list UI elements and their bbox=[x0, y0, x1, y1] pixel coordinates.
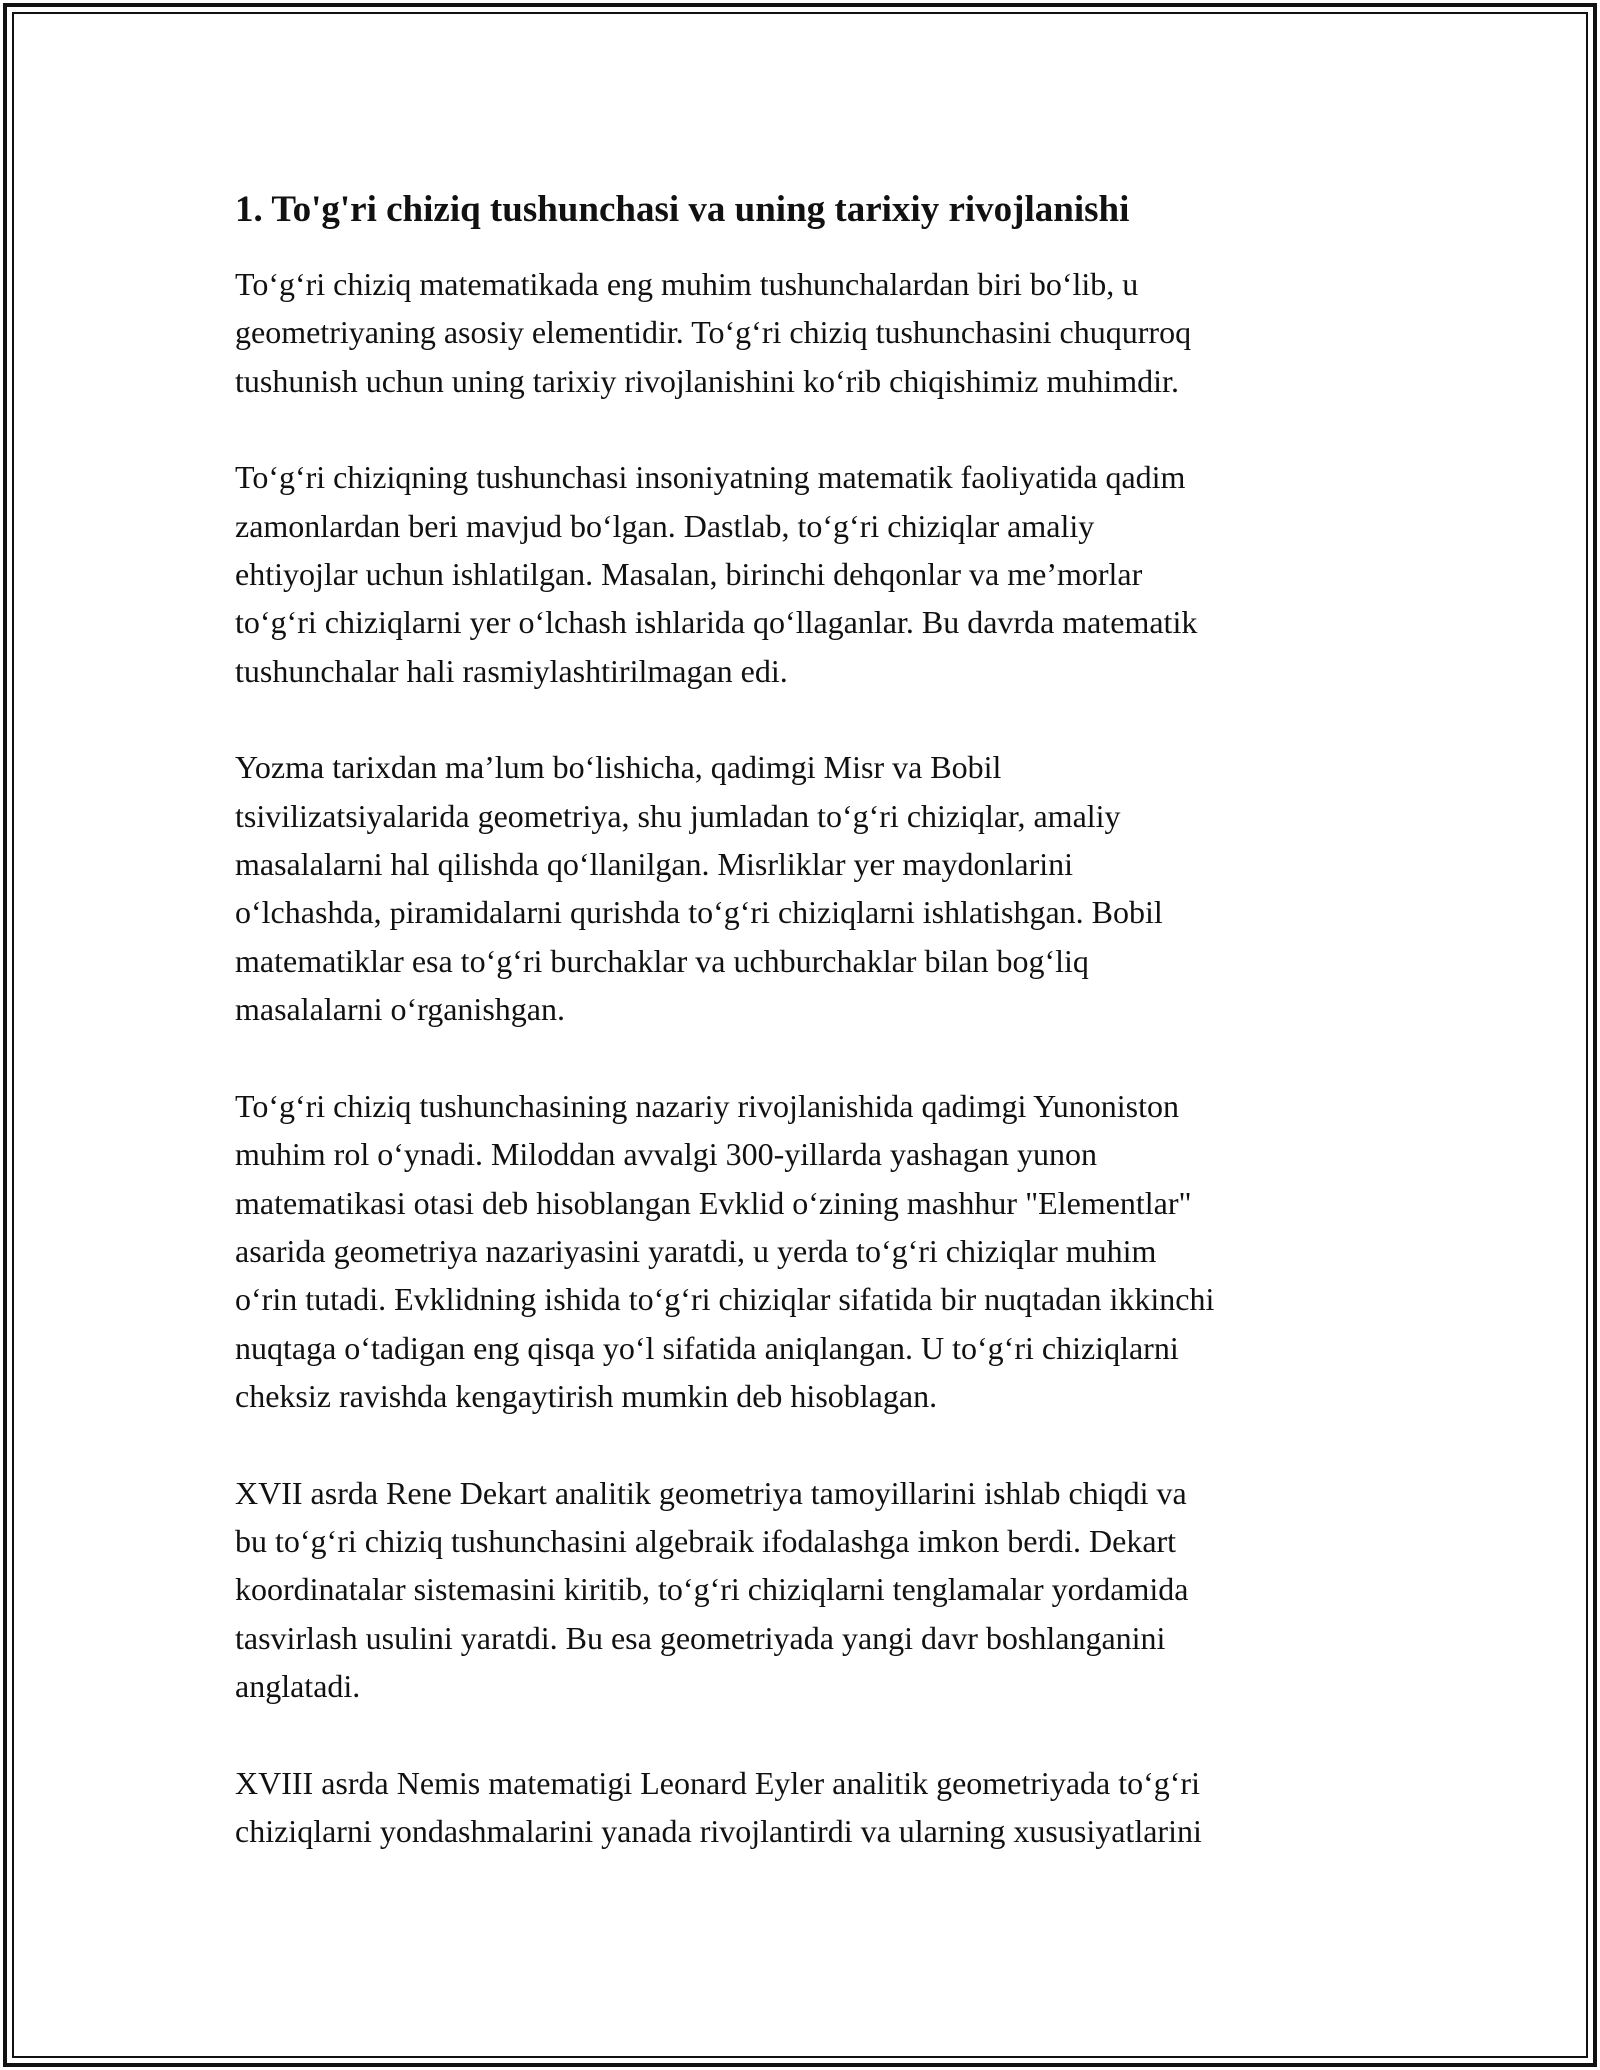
text-line: tasvirlash usulini yaratdi. Bu esa geometriyada yangi davr boshlanganini bbox=[235, 1619, 1166, 1656]
paragraph-3 bbox=[235, 743, 1385, 1033]
text-line: masalalarni hal qilishda qo‘llanilgan. Misrliklar yer maydonlarini bbox=[235, 846, 1073, 883]
text-line: Yozma tarixdan ma’lum bo‘lishicha, qadimgi Misr va Bobil bbox=[235, 749, 1002, 786]
text-line: zamonlardan beri mavjud bo‘lgan. Dastlab, to‘g‘ri chiziqlar amaliy bbox=[235, 507, 1095, 544]
text-line: to‘g‘ri chiziqlarni yer o‘lchash ishlarida qo‘llaganlar. Bu davrda matematik bbox=[235, 604, 1198, 641]
text-line: matematiklar esa to‘g‘ri burchaklar va uchburchaklar bilan bog‘liq bbox=[235, 942, 1089, 979]
text-line: To‘g‘ri chiziq matematikada eng muhim tushunchalardan biri bo‘lib, u bbox=[235, 266, 1139, 302]
text-line: nuqtaga o‘tadigan eng qisqa yo‘l sifatida aniqlangan. U to‘g‘ri chiziqlarni bbox=[235, 1329, 1179, 1366]
text-line: anglatadi. bbox=[235, 1668, 361, 1705]
text-line: asarida geometriya nazariyasini yaratdi, u yerda to‘g‘ri chiziqlar muhim bbox=[235, 1232, 1157, 1269]
text-line: tushunchalar hali rasmiylashtirilmagan edi. bbox=[235, 652, 788, 689]
text-line: XVII asrda Rene Dekart analitik geometriya tamoyillarini ishlab chiqdi va bbox=[235, 1474, 1187, 1511]
text-line: To‘g‘ri chiziqning tushunchasi insoniyatning matematik faoliyatida qadim bbox=[235, 459, 1186, 496]
text-line: geometriyaning asosiy elementidir. To‘g‘ri chiziq tushunchasini chuqurroq bbox=[235, 314, 1192, 351]
text-line: bu to‘g‘ri chiziq tushunchasini algebraik ifodalashga imkon berdi. Dekart bbox=[235, 1522, 1177, 1559]
text-line: matematikasi otasi deb hisoblangan Evklid o‘zining mashhur "Elementlar" bbox=[235, 1184, 1192, 1221]
text-line: tsivilizatsiyalarida geometriya, shu jumladan to‘g‘ri chiziqlar, amaliy bbox=[235, 797, 1121, 834]
paragraph-2 bbox=[235, 453, 1385, 695]
document-body bbox=[235, 186, 1385, 1903]
paragraph-5 bbox=[235, 1469, 1385, 1711]
text-line: tushunish uchun uning tarixiy rivojlanishini ko‘rib chiqishimiz muhimdir. bbox=[235, 362, 1179, 399]
text-line: ehtiyojlar uchun ishlatilgan. Masalan, birinchi dehqonlar va me’morlar bbox=[235, 556, 1143, 593]
text-line: cheksiz ravishda kengaytirish mumkin deb hisoblagan. bbox=[235, 1378, 938, 1415]
paragraph-4 bbox=[235, 1082, 1385, 1421]
text-line: masalalarni o‘rganishgan. bbox=[235, 991, 565, 1028]
paragraph-1 bbox=[235, 260, 1385, 405]
text-line: XVIII asrda Nemis matematigi Leonard Eyler analitik geometriyada to‘g‘ri bbox=[235, 1764, 1200, 1801]
text-line: koordinatalar sistemasini kiritib, to‘g‘ri chiziqlarni tenglamalar yordamida bbox=[235, 1571, 1189, 1608]
section-heading: 1. To'g'ri chiziq tushunchasi va uning tarixiy rivojlanishi bbox=[235, 189, 1130, 230]
paragraph-6 bbox=[235, 1759, 1385, 1856]
text-line: o‘lchashda, piramidalarni qurishda to‘g‘ri chiziqlarni ishlatishgan. Bobil bbox=[235, 894, 1163, 931]
text-line: chiziqlarni yondashmalarini yanada rivojlantirdi va ularning xususiyatlarini bbox=[235, 1812, 1202, 1849]
text-line: o‘rin tutadi. Evklidning ishida to‘g‘ri chiziqlar sifatida bir nuqtadan ikkinchi bbox=[235, 1281, 1215, 1318]
text-line: To‘g‘ri chiziq tushunchasining nazariy rivojlanishida qadimgi Yunoniston bbox=[235, 1087, 1179, 1124]
text-line: muhim rol o‘ynadi. Miloddan avvalgi 300-yillarda yashagan yunon bbox=[235, 1136, 1098, 1173]
